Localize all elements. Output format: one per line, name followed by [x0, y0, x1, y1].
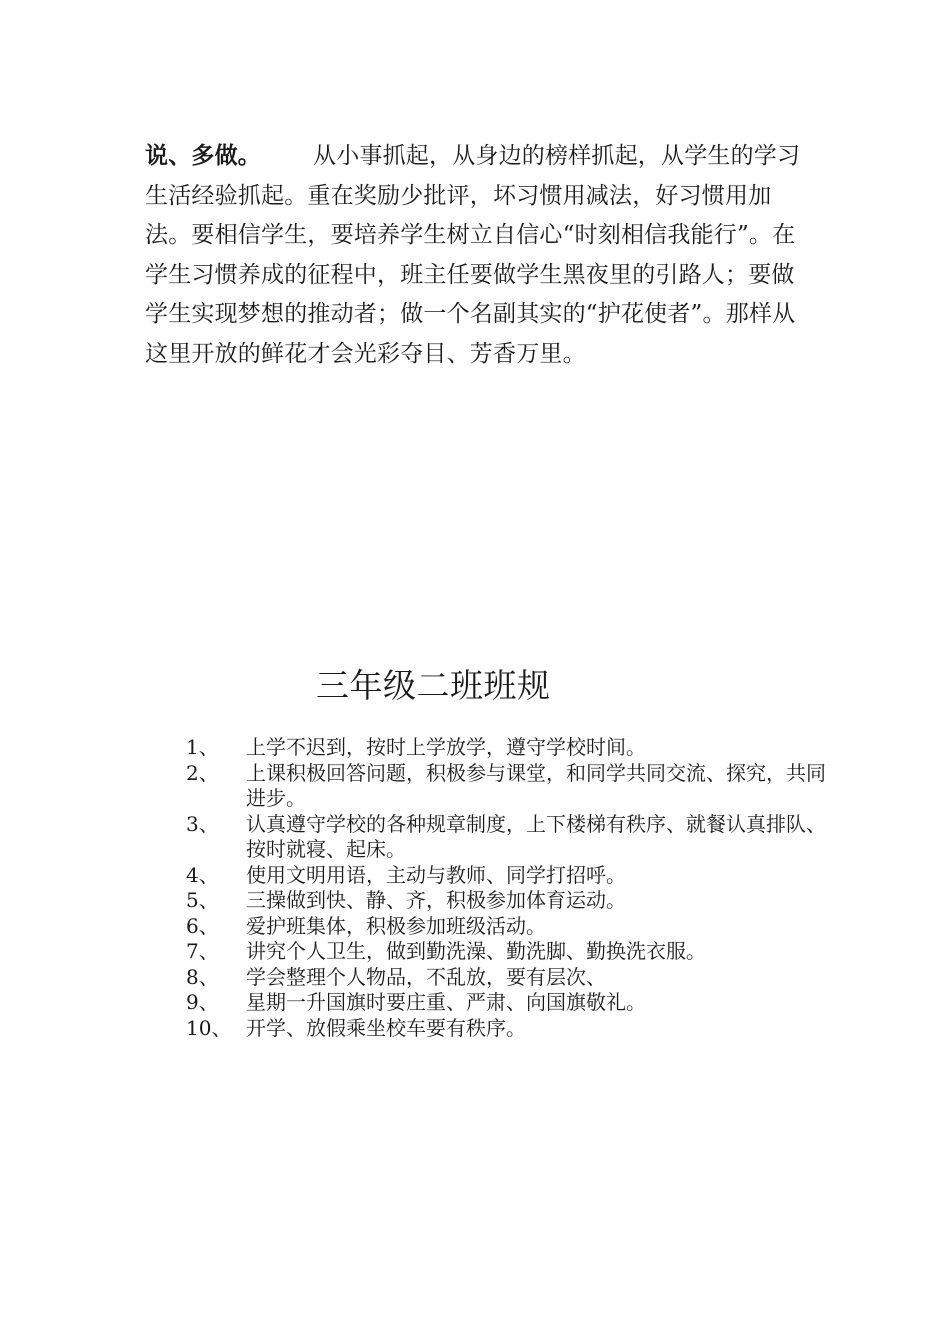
- rule-item: [186, 863, 836, 889]
- rule-text: 使用文明用语，主动与教师、同学打招呼。: [246, 862, 626, 887]
- rule-text: 认真遵守学校的各种规章制度，上下楼梯有秩序、就餐认真排队、按时就寝、起床。: [246, 811, 826, 861]
- rule-item: [186, 888, 836, 914]
- rule-item: [186, 965, 836, 991]
- rule-number: 6、: [186, 913, 219, 938]
- rule-text: 上学不迟到，按时上学放学，遵守学校时间。: [246, 735, 646, 759]
- rule-text: 三操做到快、静、齐，积极参加体育运动。: [246, 888, 626, 912]
- rule-number: 5、: [186, 888, 219, 912]
- rule-number: 1、: [186, 735, 219, 759]
- rule-text: 学会整理个人物品，不乱放，要有层次、: [246, 964, 606, 989]
- rule-number: 7、: [186, 939, 219, 963]
- rule-text: 爱护班集体，积极参加班级活动。: [246, 913, 546, 938]
- rule-text: 开学、放假乘坐校车要有秩序。: [246, 1015, 526, 1040]
- class-rules-list: [186, 735, 836, 1041]
- rule-number: 10、: [186, 1015, 232, 1040]
- class-rules-title: 三年级二班班规: [316, 666, 551, 705]
- paragraph-lead: 说、多做。: [145, 142, 261, 169]
- rule-text: 讲究个人卫生，做到勤洗澡、勤洗脚、勤换洗衣服。: [246, 939, 706, 963]
- rule-text: 上课积极回答问题，积极参与课堂，和同学共同交流、探究，共同进步。: [246, 760, 826, 810]
- rule-number: 9、: [186, 990, 219, 1014]
- rule-number: 2、: [186, 760, 219, 785]
- rule-item: [186, 990, 836, 1016]
- rule-item: [186, 812, 836, 863]
- rule-item: [186, 761, 836, 812]
- paragraph-body: 从小事抓起，从身边的榜样抓起，从学生的学习生活经验抓起。重在奖励少批评，坏习惯用减法，好习惯用加法。要相信学生，要培养学生树立自信心“时刻相信我能行”。在学生习惯养成的征程中，班主任要做学生黑夜里的引路人；要做学生实现梦想的推动者；做一个名副其实的“护花使者”。那样从这里开放的鲜花才会光彩夺目、芳香万里。: [145, 143, 801, 367]
- body-paragraph: [145, 136, 817, 374]
- rule-text: 星期一升国旗时要庄重、严肃、向国旗敬礼。: [246, 990, 646, 1014]
- rule-number: 3、: [186, 811, 219, 836]
- rule-item: [186, 1016, 836, 1042]
- rule-number: 8、: [186, 964, 219, 989]
- rule-item: [186, 735, 836, 761]
- rule-item: [186, 939, 836, 965]
- rule-item: [186, 914, 836, 940]
- rule-number: 4、: [186, 862, 219, 887]
